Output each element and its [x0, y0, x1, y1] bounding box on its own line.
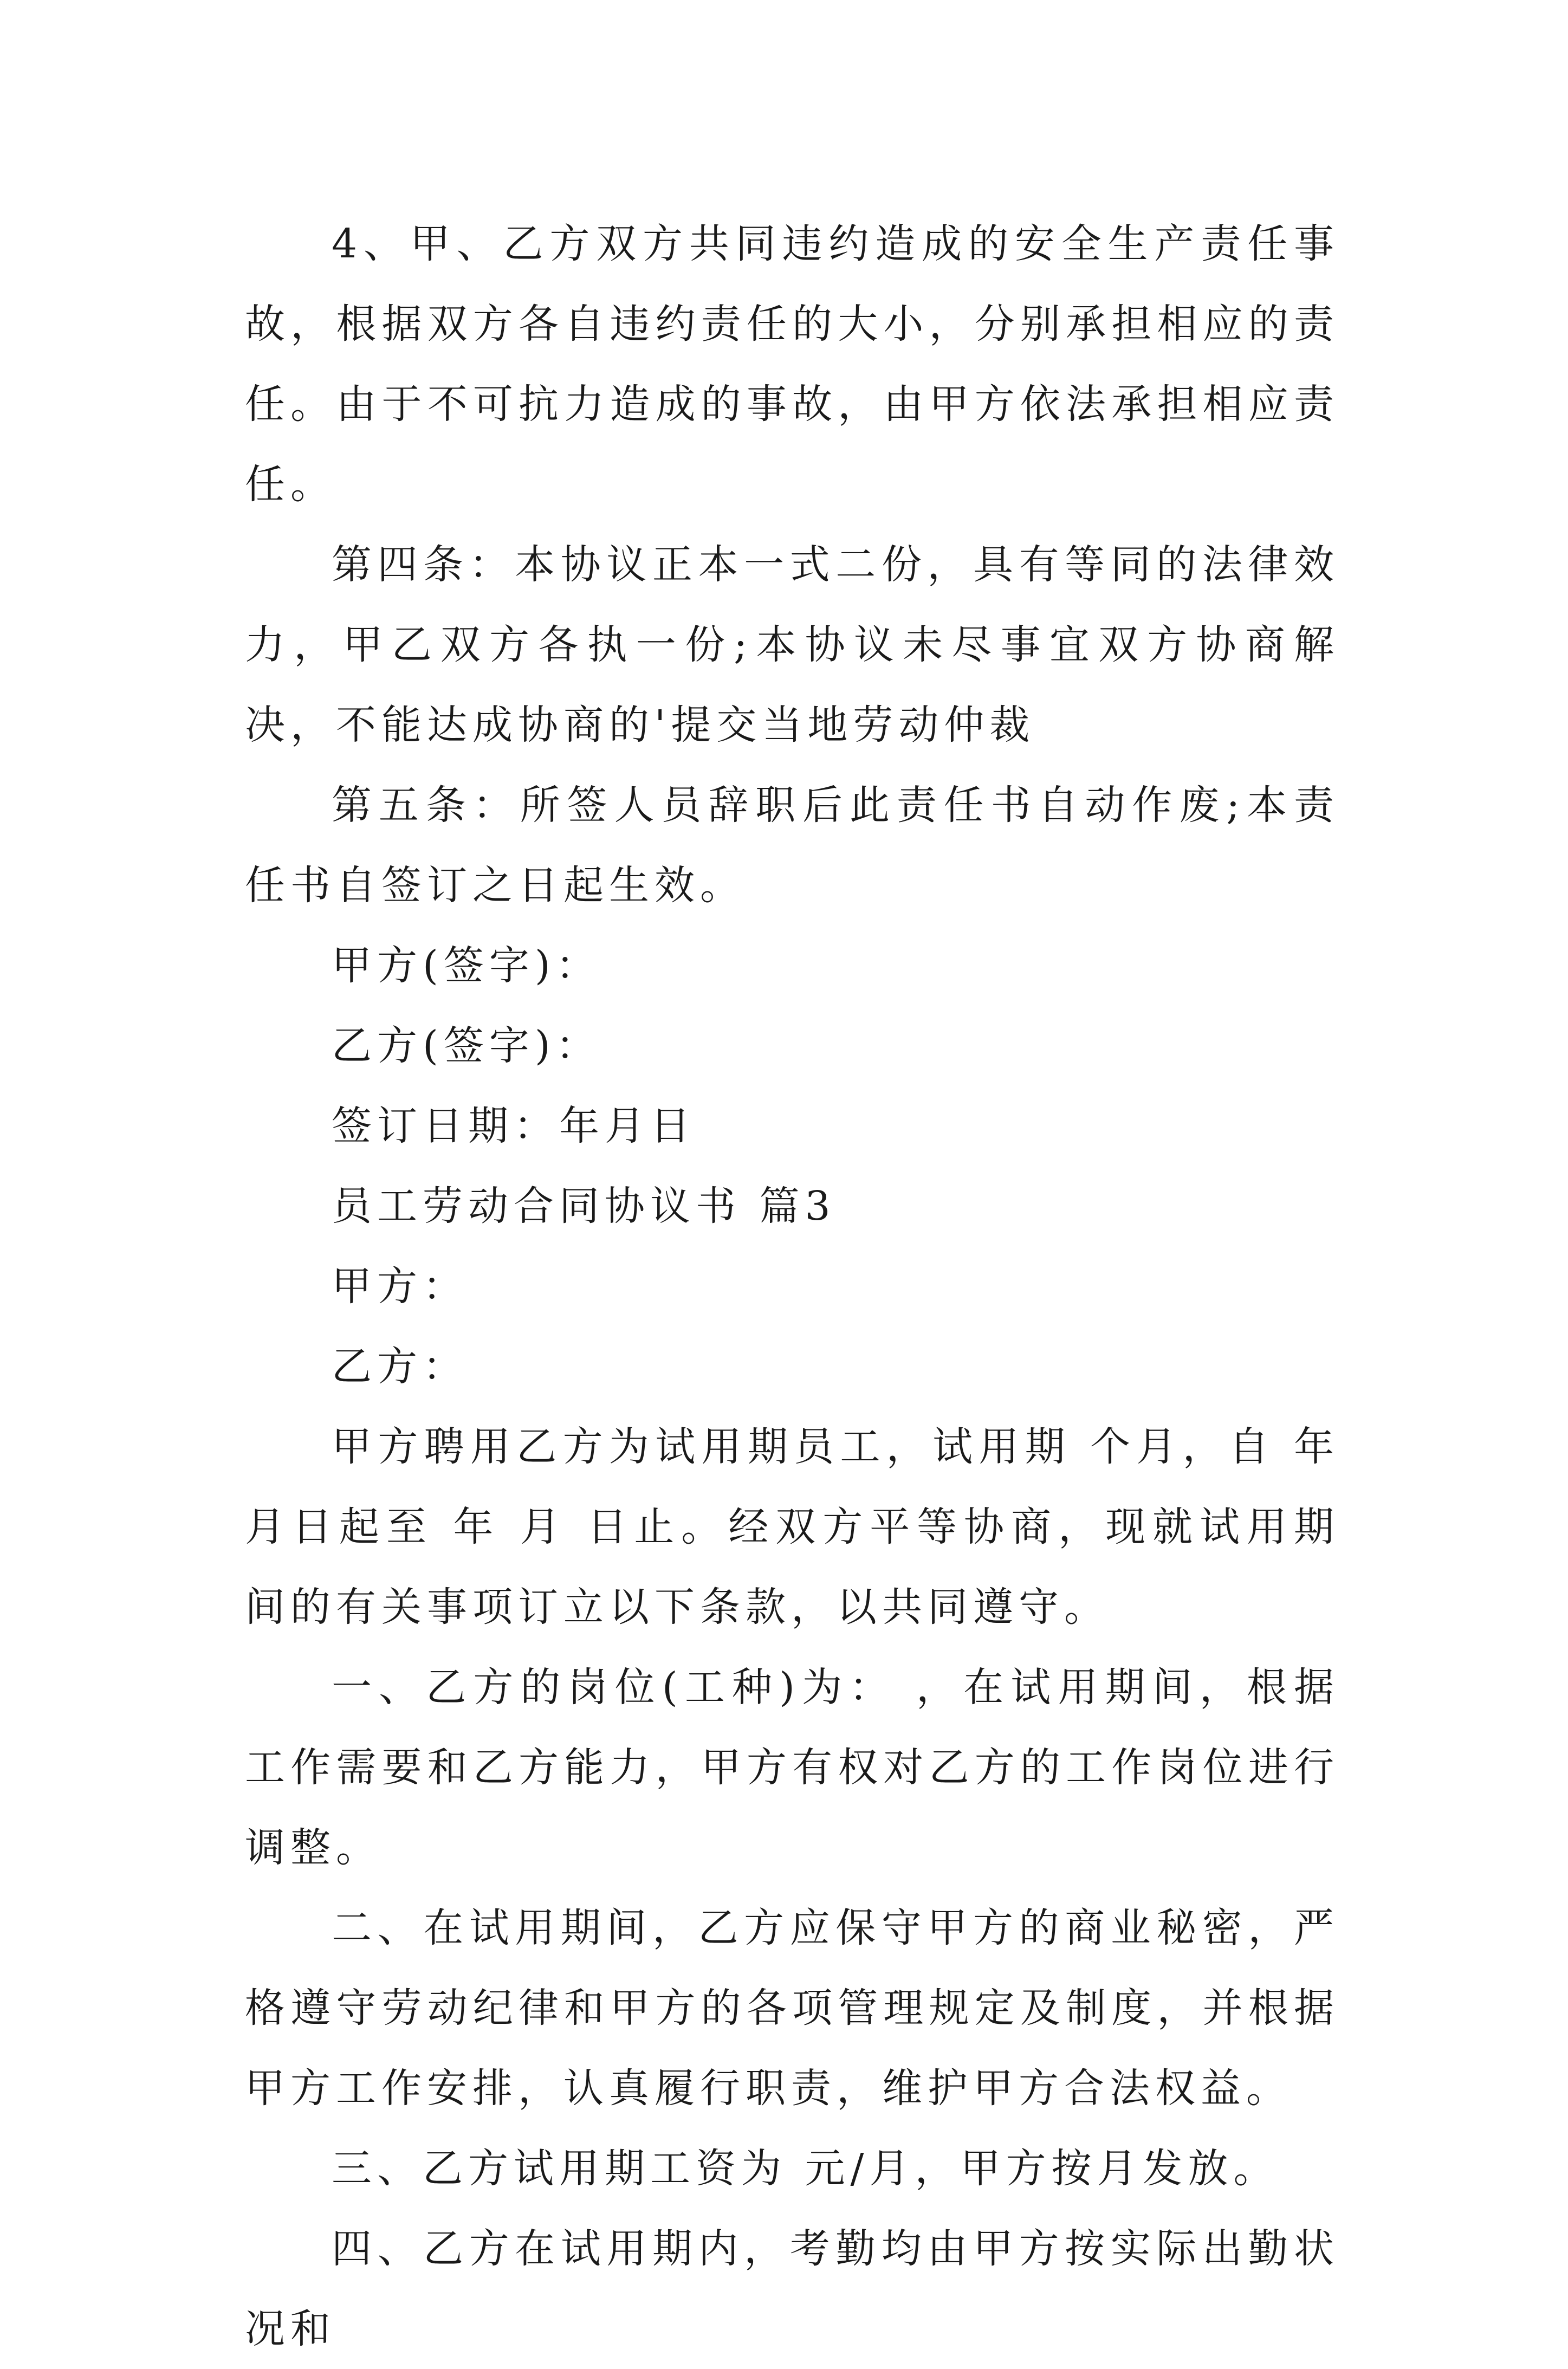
paragraph-clause-four: 四、乙方在试用期内，考勤均由甲方按实际出勤状况和: [245, 2225, 1339, 2352]
document-body: [245, 204, 1339, 2369]
signing-date-line: 签订日期：年月日: [332, 1103, 696, 1149]
party-a-line: 甲方：: [332, 1263, 468, 1310]
paragraph-clause-one: 一、乙方的岗位(工种)为： ，在试用期间，根据工作需要和乙方能力，甲方有权对乙方的工作岗位进行调整。: [245, 1664, 1339, 1871]
paragraph-article-five: 第五条：所签人员辞职后此责任书自动作废;本责任书自签订之日起生效。: [245, 782, 1339, 909]
paragraph-clause-three: 三、乙方试用期工资为 元/月，甲方按月发放。: [332, 2145, 1279, 2192]
party-b-signature-line: 乙方(签字)：: [332, 1022, 601, 1069]
party-a-signature-line: 甲方(签字)：: [332, 942, 601, 989]
party-b-line: 乙方：: [332, 1343, 468, 1390]
paragraph-clause-two: 二、在试用期间，乙方应保守甲方的商业秘密，严格遵守劳动纪律和甲方的各项管理规定及制度，并根据甲方工作安排，认真履行职责，维护甲方合法权益。: [245, 1905, 1339, 2112]
section-heading: 员工劳动合同协议书 篇3: [332, 1183, 836, 1229]
paragraph-accident-liability: 4、甲、乙方双方共同违约造成的安全生产责任事故，根据双方各自违约责任的大小，分别承担相应的责任。由于不可抗力造成的事故，由甲方依法承担相应责任。: [245, 221, 1339, 508]
paragraph-article-four: 第四条：本协议正本一式二份，具有等同的法律效力，甲乙双方各执一份;本协议未尽事宜双方协商解决，不能达成协商的'提交当地劳动仲裁: [245, 541, 1339, 748]
paragraph-probation-intro: 甲方聘用乙方为试用期员工，试用期 个月，自 年 月日起至 年 月 日止。经双方平等协商，现就试用期间的有关事项订立以下条款，以共同遵守。: [245, 1423, 1339, 1630]
